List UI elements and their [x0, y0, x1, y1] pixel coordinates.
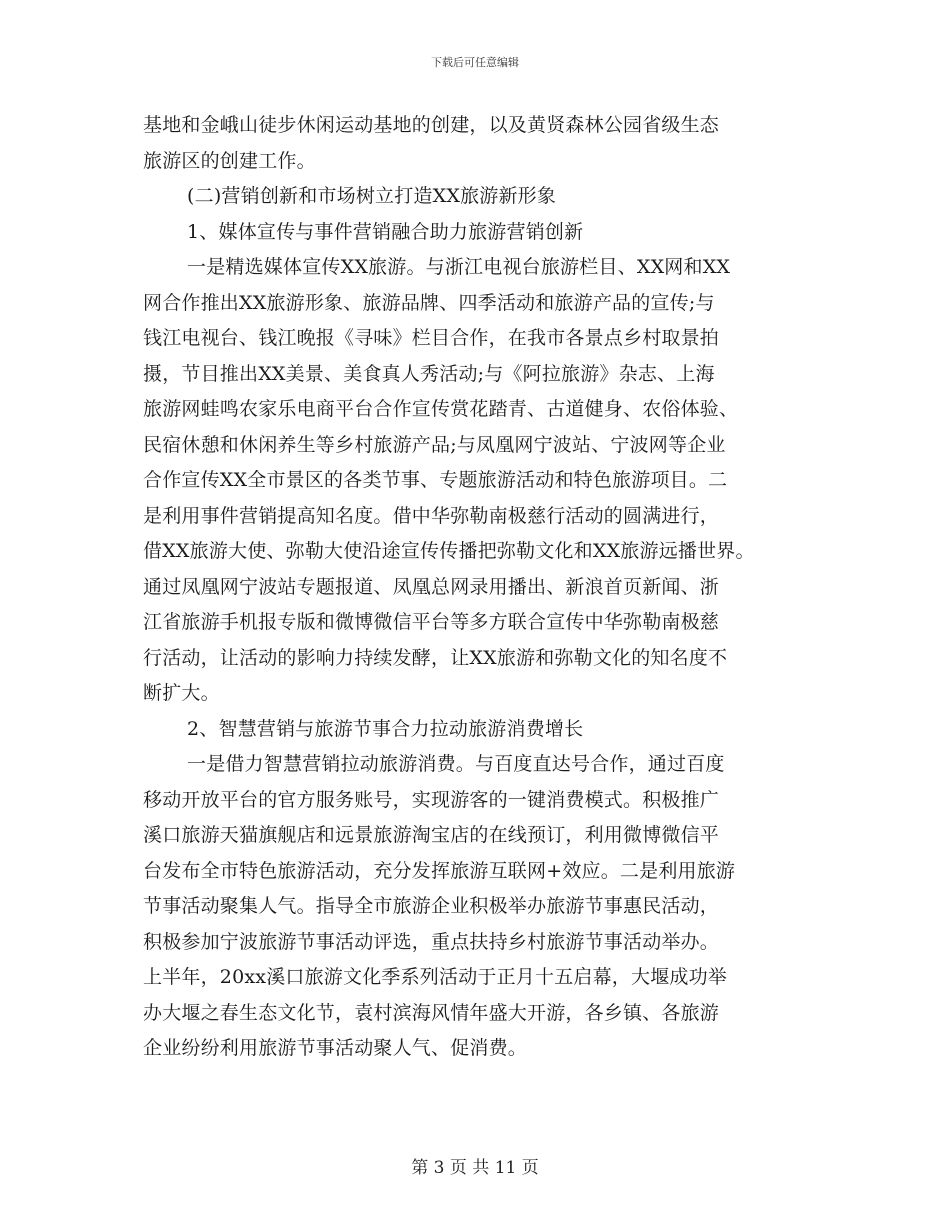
paragraph-line: 节事活动聚集人气。指导全市旅游企业积极举办旅游节事惠民活动， [143, 895, 720, 917]
paragraph-line: 网合作推出XX旅游形象、旅游品牌、四季活动和旅游产品的宣传;与 [143, 291, 715, 314]
paragraph-line: 溪口旅游天猫旗舰店和远景旅游淘宝店的在线预订，利用微博微信平 [143, 824, 720, 846]
paragraph-line: 民宿休憩和休闲养生等乡村旅游产品;与凤凰网宁波站、宁波网等企业 [143, 433, 726, 456]
paragraph-line: 借XX旅游大使、弥勒大使沿途宣传传播把弥勒文化和XX旅游远播世界。 [143, 540, 755, 562]
section-heading: (二)营销创新和市场树立打造XX旅游新形象 [187, 185, 557, 207]
paragraph-line: 是利用事件营销提高知名度。借中华弥勒南极慈行活动的圆满进行， [143, 504, 720, 527]
paragraph-line: 合作宣传XX全市景区的各类节事、专题旅游活动和特色旅游项目。二 [143, 469, 728, 491]
paragraph-line: 断扩大。 [143, 682, 220, 704]
header-note: 下载后可任意编辑 [431, 56, 519, 69]
paragraph-line: 积极参加宁波旅游节事活动评选，重点扶持乡村旅游节事活动举办。 [143, 930, 720, 953]
paragraph-line: 上半年，20xx溪口旅游文化季系列活动于正月十五启幕，大堰成功举 [143, 966, 728, 988]
paragraph-line: 移动开放平台的官方服务账号，实现游客的一键消费模式。积极推广 [143, 788, 720, 811]
subsection-heading: 2、智慧营销与旅游节事合力拉动旅游消费增长 [187, 717, 584, 740]
paragraph-line: 办大堰之春生态文化节，袁村滨海风情年盛大开游，各乡镇、各旅游 [143, 1001, 720, 1024]
paragraph-line: 企业纷纷利用旅游节事活动聚人气、促消费。 [143, 1037, 528, 1059]
paragraph-line: 旅游区的创建工作。 [143, 149, 316, 172]
paragraph-line: 基地和金峨山徒步休闲运动基地的创建，以及黄贤森林公园省级生态 [143, 114, 720, 136]
paragraph-line: 通过凤凰网宁波站专题报道、凤凰总网录用播出、新浪首页新闻、浙 [143, 575, 720, 598]
paragraph-line: 钱江电视台、钱江晚报《寻味》栏目合作，在我市各景点乡村取景拍 [143, 327, 720, 349]
paragraph-line: 一是精选媒体宣传XX旅游。与浙江电视台旅游栏目、XX网和XX [187, 256, 731, 278]
subsection-heading: 1、媒体宣传与事件营销融合助力旅游营销创新 [187, 220, 584, 243]
paragraph-line: 旅游网蛙鸣农家乐电商平台合作宣传赏花踏青、古道健身、农俗体验、 [143, 398, 739, 420]
paragraph-line: 摄，节目推出XX美景、美食真人秀活动;与《阿拉旅游》杂志、上海 [143, 362, 715, 385]
paragraph-line: 台发布全市特色旅游活动，充分发挥旅游互联网+效应。二是利用旅游 [143, 859, 736, 882]
page-number-footer: 第 3 页 共 11 页 [411, 1158, 539, 1178]
paragraph-line: 江省旅游手机报专版和微博微信平台等多方联合宣传中华弥勒南极慈 [143, 611, 720, 633]
paragraph-line: 一是借力智慧营销拉动旅游消费。与百度直达号合作，通过百度 [187, 753, 725, 775]
paragraph-line: 行活动，让活动的影响力持续发酵，让XX旅游和弥勒文化的知名度不 [143, 646, 728, 669]
body-text [143, 108, 833, 1067]
